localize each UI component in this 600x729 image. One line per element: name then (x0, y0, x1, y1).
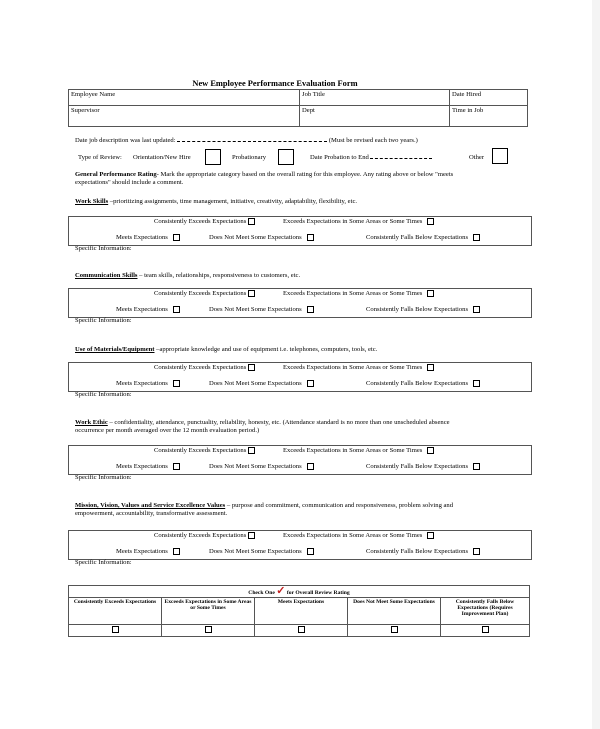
section-description (75, 198, 535, 206)
time-in-job-field[interactable] (450, 106, 528, 127)
rating-checkbox-consistently-below[interactable] (473, 463, 480, 470)
rating-label: Meets Expectations (116, 234, 168, 242)
rating-checkbox-does-not-meet[interactable] (307, 234, 314, 241)
rating-checkbox-consistently-below[interactable] (473, 306, 480, 313)
rating-label: Exceeds Expectations in Some Areas or Some Times (283, 290, 423, 298)
rating-option-does-not-meet (209, 306, 314, 314)
rating-checkbox-consistently-below[interactable] (473, 548, 480, 555)
overall-rating-table (68, 585, 530, 637)
job-title-label: Job Title (302, 91, 325, 98)
rating-option-consistently-exceeds (154, 447, 255, 455)
rating-label: Consistently Exceeds Expectations (154, 532, 247, 540)
rating-checkbox-does-not-meet[interactable] (307, 463, 314, 470)
dept-label: Dept (302, 107, 315, 114)
section-text: –prioritizing assignments, time management, initiative, creativity, adaptability, flexibility, etc. (108, 198, 358, 205)
rating-checkbox-consistently-exceeds[interactable] (248, 290, 255, 297)
date-hired-field[interactable] (450, 90, 528, 106)
section-description (75, 419, 535, 435)
overall-col-consistently-exceeds: Consistently Exceeds Expectations (69, 598, 162, 625)
rating-label: Exceeds Expectations in Some Areas or Some Times (283, 218, 423, 226)
overall-cell-2 (162, 625, 255, 637)
review-option-orientation: Orientation/New Hire (133, 154, 191, 161)
rating-option-consistently-exceeds (154, 364, 255, 372)
section-description (75, 346, 535, 354)
rating-checkbox-consistently-exceeds[interactable] (248, 447, 255, 454)
overall-checkbox-exceeds-some[interactable] (205, 626, 212, 633)
overall-checkbox-consistently-exceeds[interactable] (112, 626, 119, 633)
rating-option-consistently-below (366, 380, 480, 388)
rating-label: Consistently Falls Below Expectations (366, 234, 469, 242)
section-heading: Work Ethic (75, 419, 108, 426)
other-checkbox[interactable] (492, 148, 508, 164)
rating-option-consistently-exceeds (154, 532, 255, 540)
section-text: – team skills, relationships, responsiveness to customers, etc. (137, 272, 301, 279)
time-in-job-label: Time in Job (452, 107, 484, 114)
rating-label: Consistently Falls Below Expectations (366, 463, 469, 471)
review-type-label: Type of Review: (78, 154, 122, 161)
rating-checkbox-consistently-exceeds[interactable] (248, 218, 255, 225)
rating-checkbox-exceeds-some[interactable] (427, 364, 434, 371)
rating-label: Meets Expectations (116, 306, 168, 314)
section-heading: Work Skills (75, 198, 109, 205)
specific-information-label: Specific Information: (75, 391, 132, 398)
checkmark-icon: ✓ (276, 585, 286, 597)
probationary-checkbox[interactable] (278, 149, 294, 165)
section-heading: Use of Materials/Equipment (75, 346, 155, 353)
overall-col-exceeds-some: Exceeds Expectations in Some Areas or Some Times (162, 598, 255, 625)
rating-option-exceeds-some (283, 532, 434, 540)
rating-label: Does Not Meet Some Expectations (209, 548, 302, 556)
section-text-2: empowerment, accountability, transformative assessment. (75, 510, 228, 517)
rating-checkbox-meets[interactable] (173, 306, 180, 313)
rating-label: Meets Expectations (116, 548, 168, 556)
date-updated-label: Date job description was last updated: (75, 137, 176, 144)
rating-option-exceeds-some (283, 290, 434, 298)
rating-checkbox-consistently-below[interactable] (473, 234, 480, 241)
review-option-probationary: Probationary (232, 154, 267, 161)
dept-field[interactable] (300, 106, 450, 127)
rating-checkbox-exceeds-some[interactable] (427, 218, 434, 225)
specific-information-label: Specific Information: (75, 559, 132, 566)
section-text: –appropriate knowledge and use of equipment i.e. telephones, computers, tools, etc. (154, 346, 378, 353)
supervisor-label: Supervisor (71, 107, 100, 114)
rating-option-consistently-exceeds (154, 218, 255, 226)
rating-label: Consistently Exceeds Expectations (154, 364, 247, 372)
review-option-probation-end (310, 154, 432, 162)
rating-label: Exceeds Expectations in Some Areas or Some Times (283, 364, 423, 372)
rating-label: Consistently Falls Below Expectations (366, 380, 469, 388)
date-updated-input[interactable] (177, 141, 327, 142)
rating-checkbox-meets[interactable] (173, 380, 180, 387)
specific-information-label: Specific Information: (75, 245, 132, 252)
overall-col-below: Consistently Falls Below Expectations (Requires Improvement Plan) (441, 598, 530, 625)
rating-option-meets (116, 548, 180, 556)
rating-label: Consistently Exceeds Expectations (154, 218, 247, 226)
form-title: New Employee Performance Evaluation Form (192, 79, 358, 88)
check-one-label: Check One (248, 590, 275, 596)
overall-checkbox-below[interactable] (482, 626, 489, 633)
rating-option-exceeds-some (283, 447, 434, 455)
date-hired-label: Date Hired (452, 91, 482, 98)
general-rating-heading: General Performance Rating (75, 171, 157, 178)
overall-header (69, 586, 530, 598)
rating-checkbox-meets[interactable] (173, 463, 180, 470)
rating-option-meets (116, 380, 180, 388)
rating-option-does-not-meet (209, 463, 314, 471)
rating-checkbox-consistently-exceeds[interactable] (248, 364, 255, 371)
employee-info-table (68, 89, 528, 127)
rating-option-consistently-exceeds (154, 290, 255, 298)
rating-option-meets (116, 306, 180, 314)
overall-col-meets: Meets Expectations (255, 598, 348, 625)
overall-checkbox-meets[interactable] (298, 626, 305, 633)
section-heading: Communication Skills (75, 272, 138, 279)
rating-checkbox-consistently-exceeds[interactable] (248, 532, 255, 539)
rating-label: Does Not Meet Some Expectations (209, 463, 302, 471)
rating-checkbox-exceeds-some[interactable] (427, 290, 434, 297)
rating-option-exceeds-some (283, 364, 434, 372)
section-description (75, 272, 535, 280)
rating-label: Does Not Meet Some Expectations (209, 234, 302, 242)
rating-checkbox-exceeds-some[interactable] (427, 532, 434, 539)
rating-option-meets (116, 234, 180, 242)
section-text-2: occurrence per month averaged over the 12 month evaluation period.) (75, 427, 260, 434)
rating-option-does-not-meet (209, 380, 314, 388)
overall-cell-5 (441, 625, 530, 637)
rating-checkbox-meets[interactable] (173, 234, 180, 241)
overall-cell-1 (69, 625, 162, 637)
date-updated-note: (Must be revised each two years.) (328, 137, 418, 144)
general-rating-line1: - Mark the appropriate category based on the overall rating for this employee. Any rating above or below "meets (156, 171, 454, 178)
rating-checkbox-does-not-meet[interactable] (307, 380, 314, 387)
rating-label: Exceeds Expectations in Some Areas or Some Times (283, 447, 423, 455)
rating-option-consistently-below (366, 306, 480, 314)
section-description (75, 502, 535, 518)
rating-label: Meets Expectations (116, 380, 168, 388)
rating-label: Does Not Meet Some Expectations (209, 306, 302, 314)
section-text: – purpose and commitment, communication and responsiveness, problem solving and (225, 502, 454, 509)
rating-option-consistently-below (366, 234, 480, 242)
probation-end-input[interactable] (370, 158, 432, 159)
rating-checkbox-consistently-below[interactable] (473, 380, 480, 387)
specific-information-label: Specific Information: (75, 474, 132, 481)
general-rating-line2: expectations" should include a comment. (75, 179, 184, 186)
rating-option-consistently-below (366, 463, 480, 471)
rating-label: Exceeds Expectations in Some Areas or Some Times (283, 532, 423, 540)
overall-rating-label: for Overall Review Rating (286, 590, 350, 596)
employee-name-field[interactable] (69, 90, 300, 106)
date-updated-line (75, 137, 418, 145)
overall-cell-3 (255, 625, 348, 637)
section-text: – confidentiality, attendance, punctuality, reliability, honesty, etc. (Attendance standard is no more than one unscheduled absence (107, 419, 450, 426)
rating-option-exceeds-some (283, 218, 434, 226)
general-rating-text (75, 171, 535, 187)
rating-label: Consistently Exceeds Expectations (154, 447, 247, 455)
rating-option-does-not-meet (209, 234, 314, 242)
rating-option-consistently-below (366, 548, 480, 556)
rating-label: Does Not Meet Some Expectations (209, 380, 302, 388)
review-option-other: Other (469, 154, 485, 161)
probation-end-label: Date Probation to End (310, 154, 369, 161)
rating-label: Meets Expectations (116, 463, 168, 471)
specific-information-label: Specific Information: (75, 317, 132, 324)
rating-label: Consistently Falls Below Expectations (366, 306, 469, 314)
rating-checkbox-meets[interactable] (173, 548, 180, 555)
orientation-checkbox[interactable] (205, 149, 221, 165)
section-heading: Mission, Vision, Values and Service Excellence Values (75, 502, 226, 509)
rating-checkbox-exceeds-some[interactable] (427, 447, 434, 454)
overall-cell-4 (348, 625, 441, 637)
job-title-field[interactable] (300, 90, 450, 106)
rating-option-does-not-meet (209, 548, 314, 556)
rating-label: Consistently Falls Below Expectations (366, 548, 469, 556)
overall-checkbox-does-not-meet[interactable] (391, 626, 398, 633)
overall-col-does-not-meet: Does Not Meet Some Expectations (348, 598, 441, 625)
rating-checkbox-does-not-meet[interactable] (307, 306, 314, 313)
employee-name-label: Employee Name (71, 91, 116, 98)
rating-option-meets (116, 463, 180, 471)
rating-label: Consistently Exceeds Expectations (154, 290, 247, 298)
rating-checkbox-does-not-meet[interactable] (307, 548, 314, 555)
supervisor-field[interactable] (69, 106, 300, 127)
